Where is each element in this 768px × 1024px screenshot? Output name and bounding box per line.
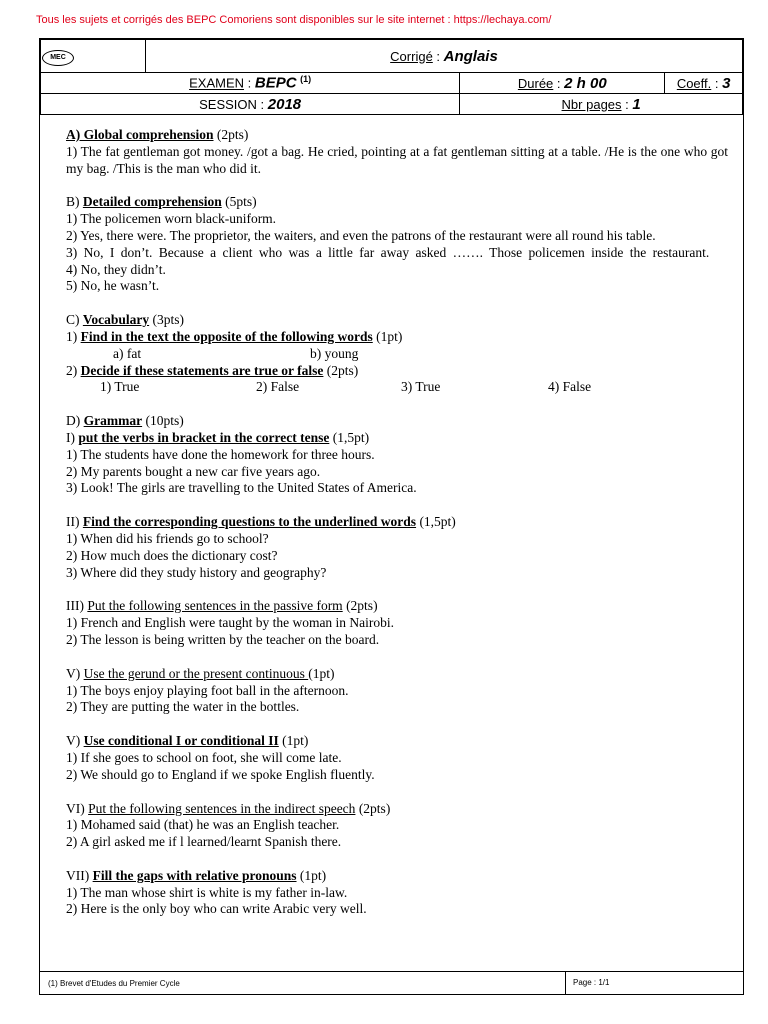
pages-value: 1: [632, 95, 641, 113]
answer-b: b) young: [310, 345, 359, 361]
pages-cell: Nbr pages : 1: [460, 94, 743, 115]
grammar-iii-heading: III) Put the following sentences in the passive form (2pts): [66, 598, 378, 614]
corrige-label: Corrigé: [390, 48, 433, 64]
section-b-heading: B) Detailed comprehension (5pts): [66, 194, 257, 210]
session-label: SESSION :: [199, 96, 268, 112]
answer-line: 3) Look! The girls are travelling to the United States of America.: [66, 480, 417, 496]
grammar-vii-heading: VII) Fill the gaps with relative pronouns (1pt): [66, 867, 327, 883]
ministry-logo-icon: MEC: [42, 50, 74, 66]
answer-line: 1) The students have done the homework for three hours.: [66, 446, 375, 462]
grammar-vi-heading: VI) Put the following sentences in the indirect speech (2pts): [66, 800, 391, 816]
examen-label: EXAMEN: [189, 75, 245, 91]
answer-line: 2) Yes, there were. The proprietor, the waiters, and even the patrons of the restaurant were all round his table.: [66, 227, 656, 243]
header-table: [40, 39, 743, 115]
answer-line: 2) A girl asked me if l learned/learnt Spanish there.: [66, 834, 342, 850]
answer-line: 1) French and English were taught by the woman in Nairobi.: [66, 615, 395, 631]
answer-line: 2) They are putting the water in the bottles.: [66, 699, 300, 715]
answer-line: 2) The lesson is being written by the teacher on the board.: [66, 631, 380, 647]
answer-line: 1) When did his friends go to school?: [66, 530, 269, 546]
examen-cell: EXAMEN : BEPC $^{(1)}$: [41, 73, 460, 94]
grammar-v-heading: V) Use conditional I or conditional II (1pt): [66, 733, 309, 749]
section-d-heading: D) Grammar (10pts): [66, 413, 184, 429]
section-a-answer: 1) The fat gentleman got money. /got a bag. He cried, pointing at a fat gentleman sitting at a table. /He is the one who got my bag. /This is the man who did it.: [66, 143, 728, 176]
section-a-heading: A) Global comprehension (2pts): [66, 127, 249, 142]
page-footer: [40, 971, 743, 994]
answer-line: 1) Mohamed said (that) he was an English teacher.: [66, 817, 340, 833]
section-c-heading: C) Vocabulary (3pts): [66, 312, 185, 328]
duree-value: 2 h 00: [564, 74, 607, 92]
coeff-value: 3: [722, 74, 731, 92]
answer-line: 1) If she goes to school on foot, she will come late.: [66, 749, 342, 765]
answer-line: 2) We should go to England if we spoke English fluently.: [66, 766, 375, 782]
grammar-iv-heading: V) Use the gerund or the present continuous (1pt): [66, 665, 335, 681]
vocab-q2-answers: [66, 379, 728, 396]
pages-label: Nbr pages: [561, 96, 622, 112]
session-cell: [41, 94, 460, 115]
answer-1: 1) True: [100, 379, 140, 395]
answer-2: 2) False: [256, 379, 300, 395]
answer-line: 2) My parents bought a new car five years ago.: [66, 463, 321, 479]
answer-line: 3) No, I don’t. Because a client who was a little far away asked ……. Those policemen inside the restaurant.: [66, 244, 710, 260]
answer-line: 5) No, he wasn’t.: [66, 278, 160, 294]
answer-line: 2) Here is the only boy who can write Arabic very well.: [66, 901, 367, 917]
coeff-cell: Coeff. : 3: [665, 73, 743, 94]
examen-note: (1): [300, 74, 312, 85]
site-banner: Tous les sujets et corrigés des BEPC Comoriens sont disponibles sur le site internet : https://lechaya.com/: [36, 14, 552, 26]
page-number: Page : 1/1: [565, 972, 609, 994]
answer-3: 3) True: [401, 379, 441, 395]
answer-a: a) fat: [113, 345, 142, 361]
answer-line: 1) The man whose shirt is white is my father in-law.: [66, 884, 348, 900]
answer-line: 2) How much does the dictionary cost?: [66, 547, 278, 563]
answer-4: 4) False: [548, 379, 592, 395]
vocab-q1: 1) Find in the text the opposite of the following words (1pt): [66, 328, 403, 344]
exam-sheet: [39, 38, 744, 995]
subject-cell: Corrigé : Anglais: [146, 40, 743, 73]
answer-line: 1) The boys enjoy playing foot ball in the afternoon.: [66, 682, 349, 698]
logo-cell: [41, 40, 146, 73]
grammar-ii-heading: II) Find the corresponding questions to the underlined words (1,5pt): [66, 514, 456, 530]
coeff-label: Coeff.: [676, 75, 712, 91]
answer-key: [66, 127, 728, 918]
footnote: (1) Brevet d'Etudes du Premier Cycle: [48, 979, 180, 988]
session-value: 2018: [267, 95, 302, 113]
subject-value: Anglais: [443, 47, 498, 65]
examen-value: BEPC: [254, 74, 297, 92]
grammar-i-heading: I) put the verbs in bracket in the correct tense (1,5pt): [66, 429, 370, 445]
duree-cell: Durée : 2 h 00: [460, 73, 665, 94]
answer-line: 1) The policemen worn black-uniform.: [66, 211, 277, 227]
vocab-q1-answers: [66, 346, 728, 363]
answer-line: 4) No, they didn’t.: [66, 261, 166, 277]
duree-label: Durée: [517, 75, 554, 91]
vocab-q2: 2) Decide if these statements are true or false (2pts): [66, 362, 359, 378]
answer-line: 3) Where did they study history and geography?: [66, 564, 327, 580]
